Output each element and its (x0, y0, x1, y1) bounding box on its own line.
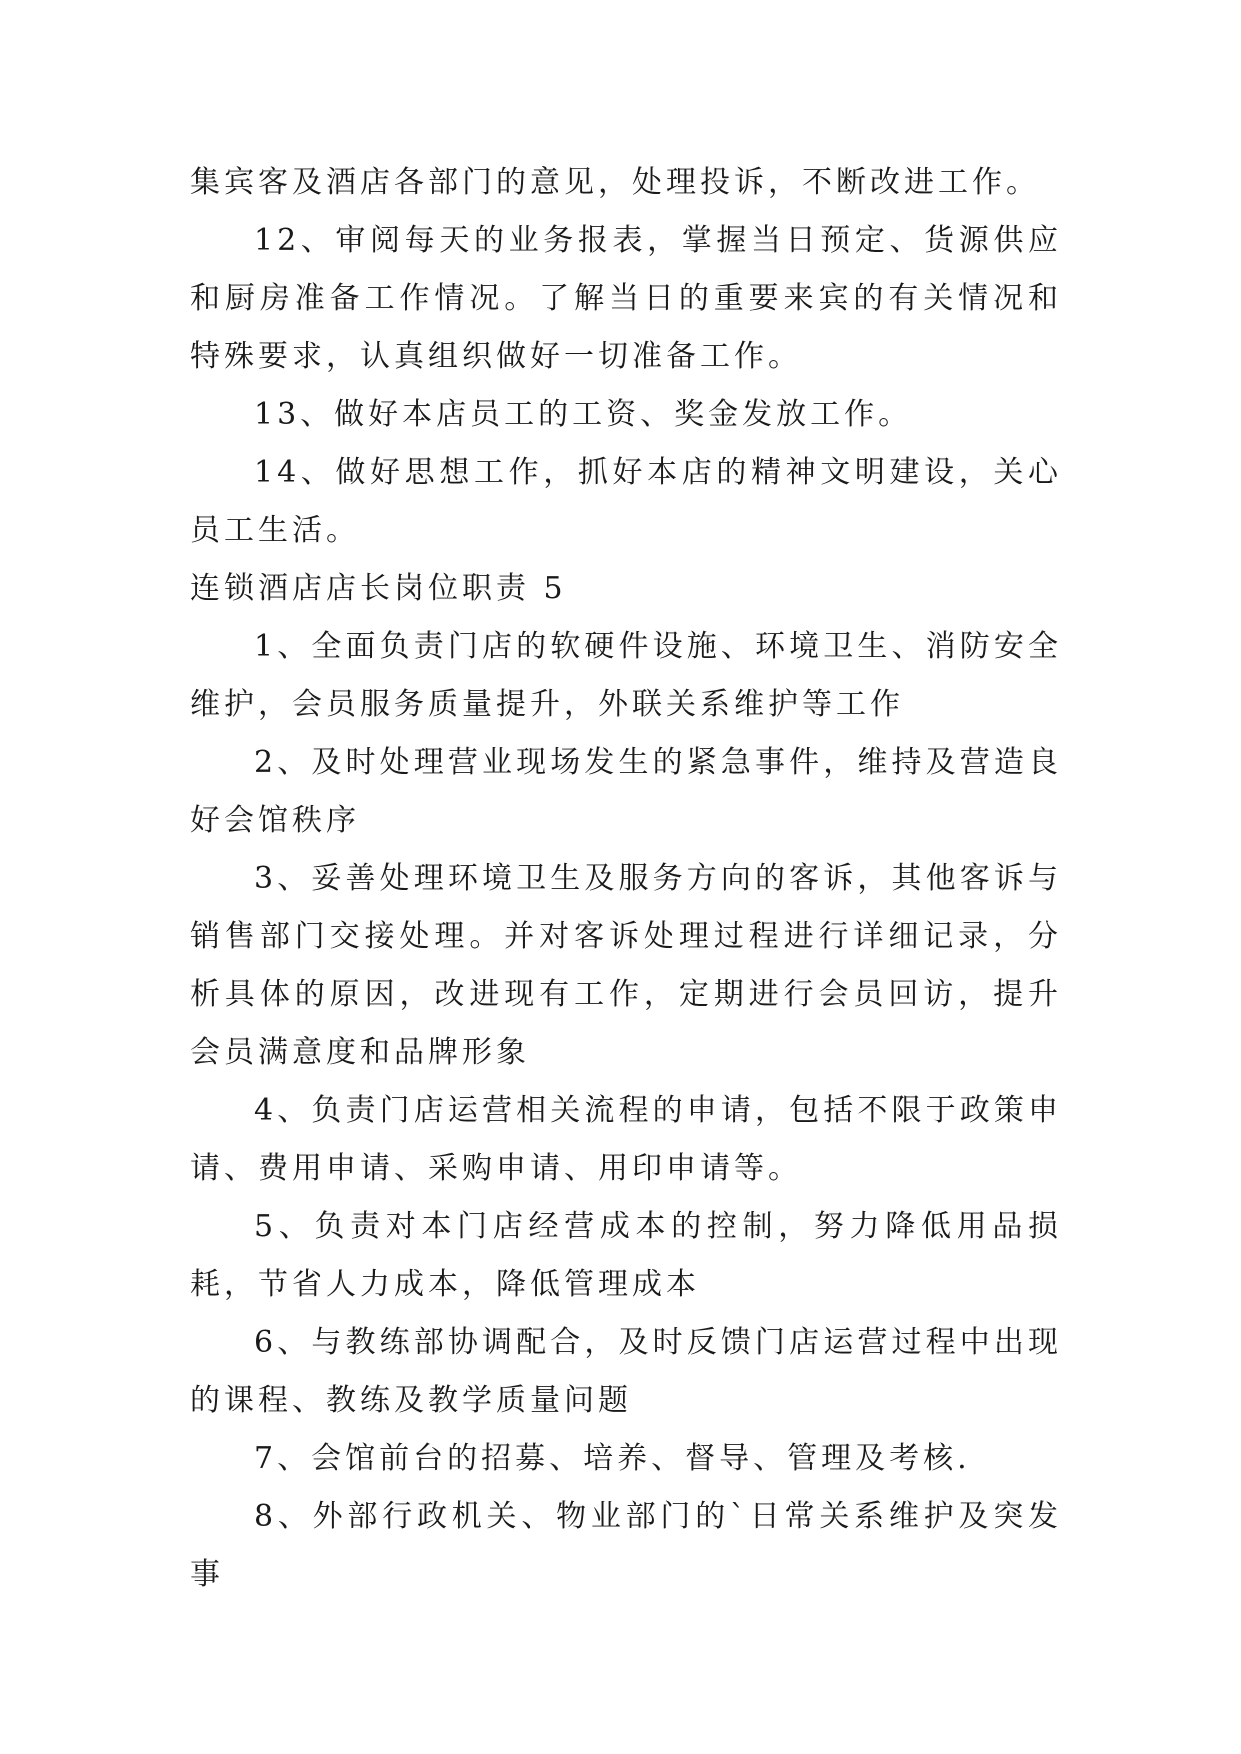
list-item-6: 6、与教练部协调配合，及时反馈门店运营过程中出现的课程、教练及教学质量问题 (190, 1325, 1062, 1418)
list-item-5: 5、负责对本门店经营成本的控制，努力降低用品损耗，节省人力成本，降低管理成本 (190, 1209, 1062, 1302)
list-item-4: 4、负责门店运营相关流程的申请，包括不限于政策申请、费用申请、采购申请、用印申请等。 (190, 1093, 1062, 1186)
list-item-7: 7、会馆前台的招募、培养、督导、管理及考核. (254, 1441, 971, 1476)
document-body (190, 154, 1062, 1604)
paragraph-continuation: 集宾客及酒店各部门的意见，处理投诉，不断改进工作。 (190, 165, 1040, 200)
list-item-12: 12、审阅每天的业务报表，掌握当日预定、货源供应和厨房准备工作情况。了解当日的重要来宾的有关情况和特殊要求，认真组织做好一切准备工作。 (190, 223, 1062, 374)
list-item-3: 3、妥善处理环境卫生及服务方向的客诉，其他客诉与销售部门交接处理。并对客诉处理过程进行详细记录，分析具体的原因，改进现有工作，定期进行会员回访，提升会员满意度和品牌形象 (190, 861, 1062, 1070)
list-item-2: 2、及时处理营业现场发生的紧急事件，维持及营造良好会馆秩序 (190, 745, 1062, 838)
list-item-1: 1、全面负责门店的软硬件设施、环境卫生、消防安全维护，会员服务质量提升，外联关系维护等工作 (190, 629, 1062, 722)
list-item-8: 8、外部行政机关、物业部门的`日常关系维护及突发事 (190, 1499, 1062, 1592)
section-heading: 连锁酒店店长岗位职责 5 (190, 571, 567, 606)
list-item-14: 14、做好思想工作，抓好本店的精神文明建设，关心员工生活。 (190, 455, 1062, 548)
list-item-13: 13、做好本店员工的工资、奖金发放工作。 (254, 397, 913, 432)
